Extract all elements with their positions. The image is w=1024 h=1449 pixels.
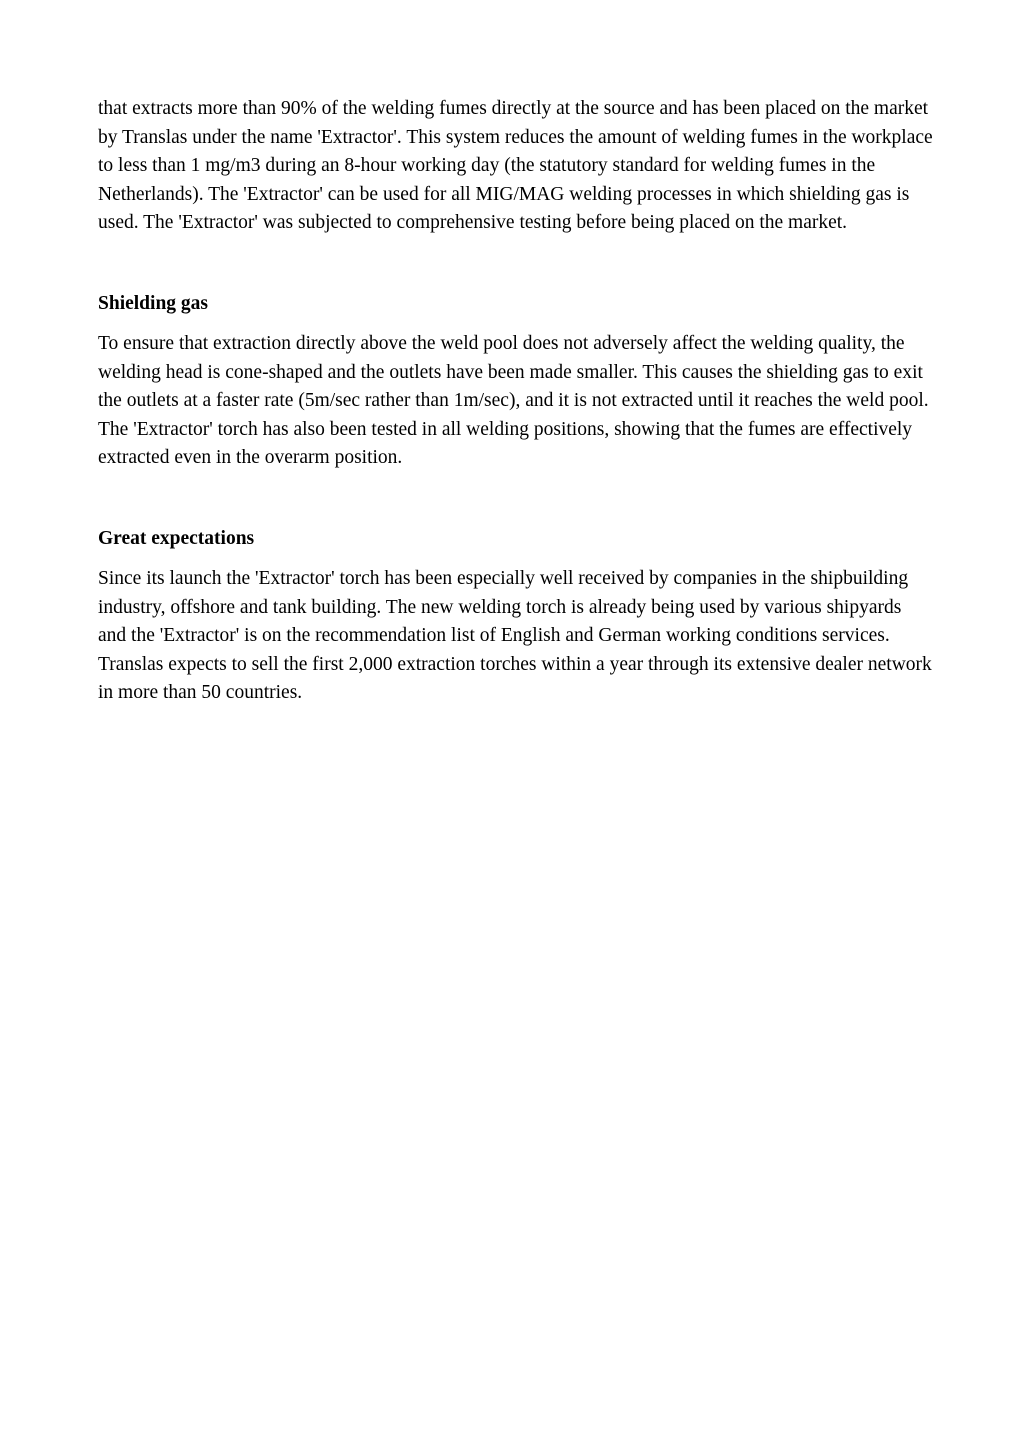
- section-great-expectations: [98, 525, 933, 708]
- intro-paragraph: that extracts more than 90% of the welding fumes directly at the source and has been placed on the market by Translas under the name 'Extractor'. This system reduces the amount of welding fumes in the workplace to less than 1 mg/m3 during an 8-hour working day (the statutory standard for welding fumes in the Netherlands). The 'Extractor' can be used for all MIG/MAG welding processes in which shielding gas is used. The 'Extractor' was subjected to comprehensive testing before being placed on the market.: [98, 98, 933, 233]
- document-page: [98, 95, 933, 708]
- section-heading-shielding-gas: Shielding gas: [98, 292, 209, 314]
- section-body-great-expectations: Since its launch the 'Extractor' torch has been especially well received by companies in the shipbuilding industry, offshore and tank building. The new welding torch is already being used by various shipyards and the 'Extractor' is on the recommendation list of English and German working conditions services. Translas expects to sell the first 2,000 extraction torches within a year through its extensive dealer network in more than 50 countries.: [98, 568, 932, 703]
- section-body-shielding-gas: To ensure that extraction directly above the weld pool does not adversely affect the welding quality, the welding head is cone-shaped and the outlets have been made smaller. This causes the shielding gas to exit the outlets at a faster rate (5m/sec rather than 1m/sec), and it is not extracted until it reaches the weld pool. The 'Extractor' torch has also been tested in all welding positions, showing that the fumes are effectively extracted even in the overarm position.: [98, 333, 929, 468]
- section-heading-great-expectations: Great expectations: [98, 527, 255, 549]
- section-shielding-gas: [98, 290, 933, 473]
